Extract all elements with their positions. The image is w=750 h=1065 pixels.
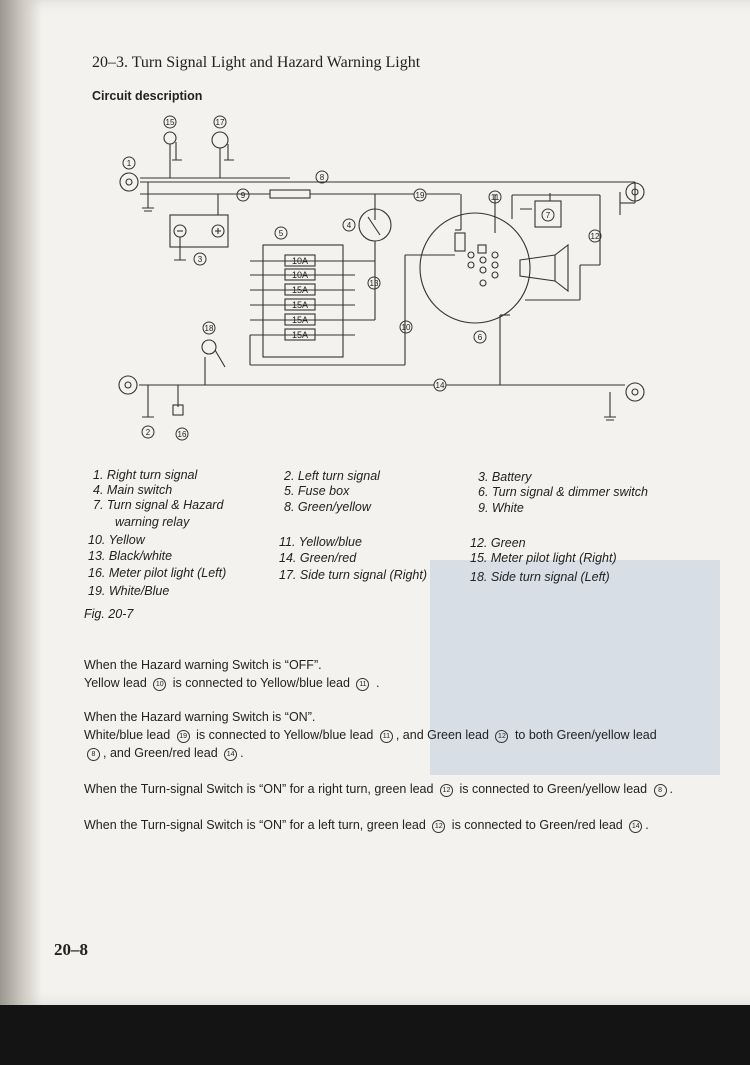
svg-text:3: 3 (197, 255, 203, 264)
svg-text:18: 18 (204, 324, 214, 333)
svg-text:10: 10 (401, 323, 411, 332)
svg-text:15: 15 (165, 118, 175, 127)
legend-item: 5. Fuse box (284, 484, 350, 498)
paragraph-left-turn: When the Turn-signal Switch is “ON” for a left turn, green lead 12 is connected to Green/red lead 14 . (84, 818, 649, 832)
svg-text:1: 1 (126, 159, 132, 168)
legend-item: 4. Main switch (93, 483, 173, 497)
wiring-diagram (100, 105, 670, 450)
legend-item: 3. Battery (478, 470, 532, 484)
figure-caption: Fig. 20-7 (84, 607, 134, 621)
fuse-label-6: 15A (291, 330, 309, 340)
section-title: 20–3. Turn Signal Light and Hazard Warning Light (92, 54, 421, 71)
paragraph-hazard-on: When the Hazard warning Switch is “ON”. White/blue lead 19 is connected to Yellow/blue lead 11 , and Green lead 12 to both Green/yellow lead 8 , and Green/red lead 14 . (84, 710, 657, 760)
fuse-label-5: 15A (291, 315, 309, 325)
paragraph-right-turn: When the Turn-signal Switch is “ON” for a right turn, green lead 12 is connected to Green/yellow lead 8 . (84, 782, 674, 796)
legend-item: warning relay (115, 515, 190, 529)
svg-text:8: 8 (319, 173, 325, 182)
fuse-label-3: 15A (291, 285, 309, 295)
legend-item: 9. White (478, 501, 524, 515)
legend-item: 7. Turn signal & Hazard (93, 498, 224, 512)
fuse-label-1: 10A (291, 256, 309, 266)
legend-item: 14. Green/red (279, 551, 357, 565)
svg-text:9: 9 (240, 191, 246, 200)
paragraph-hazard-off: When the Hazard warning Switch is “OFF”. Yellow lead 10 is connected to Yellow/blue lead 11 . (84, 658, 380, 690)
svg-text:12: 12 (590, 232, 600, 241)
svg-text:6: 6 (477, 333, 483, 342)
legend-item: 2. Left turn signal (284, 469, 380, 483)
svg-text:19: 19 (415, 191, 425, 200)
scan-background (0, 1005, 750, 1065)
page-number: 20–8 (54, 940, 88, 959)
book-spine-shadow (0, 0, 42, 1005)
svg-text:2: 2 (145, 428, 151, 437)
svg-text:11: 11 (490, 193, 500, 202)
legend-item: 19. White/Blue (88, 584, 170, 598)
legend-item: 1. Right turn signal (93, 468, 198, 482)
legend-item: 6. Turn signal & dimmer switch (478, 485, 648, 499)
svg-text:14: 14 (435, 381, 445, 390)
legend-item: 11. Yellow/blue (279, 535, 362, 549)
svg-text:5: 5 (278, 229, 284, 238)
circuit-description-heading: Circuit description (92, 89, 203, 103)
legend-item: 16. Meter pilot light (Left) (88, 566, 227, 580)
legend-item: 17. Side turn signal (Right) (279, 568, 428, 582)
legend-item: 8. Green/yellow (284, 500, 371, 514)
svg-text:4: 4 (346, 221, 352, 230)
legend-item: 15. Meter pilot light (Right) (470, 551, 617, 565)
legend-item: 10. Yellow (88, 533, 145, 547)
legend-item: 12. Green (470, 536, 526, 550)
svg-text:17: 17 (215, 118, 225, 127)
svg-text:7: 7 (545, 211, 551, 220)
fuse-label-4: 15A (291, 300, 309, 310)
legend-item: 18. Side turn signal (Left) (470, 570, 610, 584)
svg-text:13: 13 (369, 279, 379, 288)
fuse-label-2: 10A (291, 270, 309, 280)
legend-item: 13. Black/white (88, 549, 173, 563)
svg-text:16: 16 (177, 430, 187, 439)
